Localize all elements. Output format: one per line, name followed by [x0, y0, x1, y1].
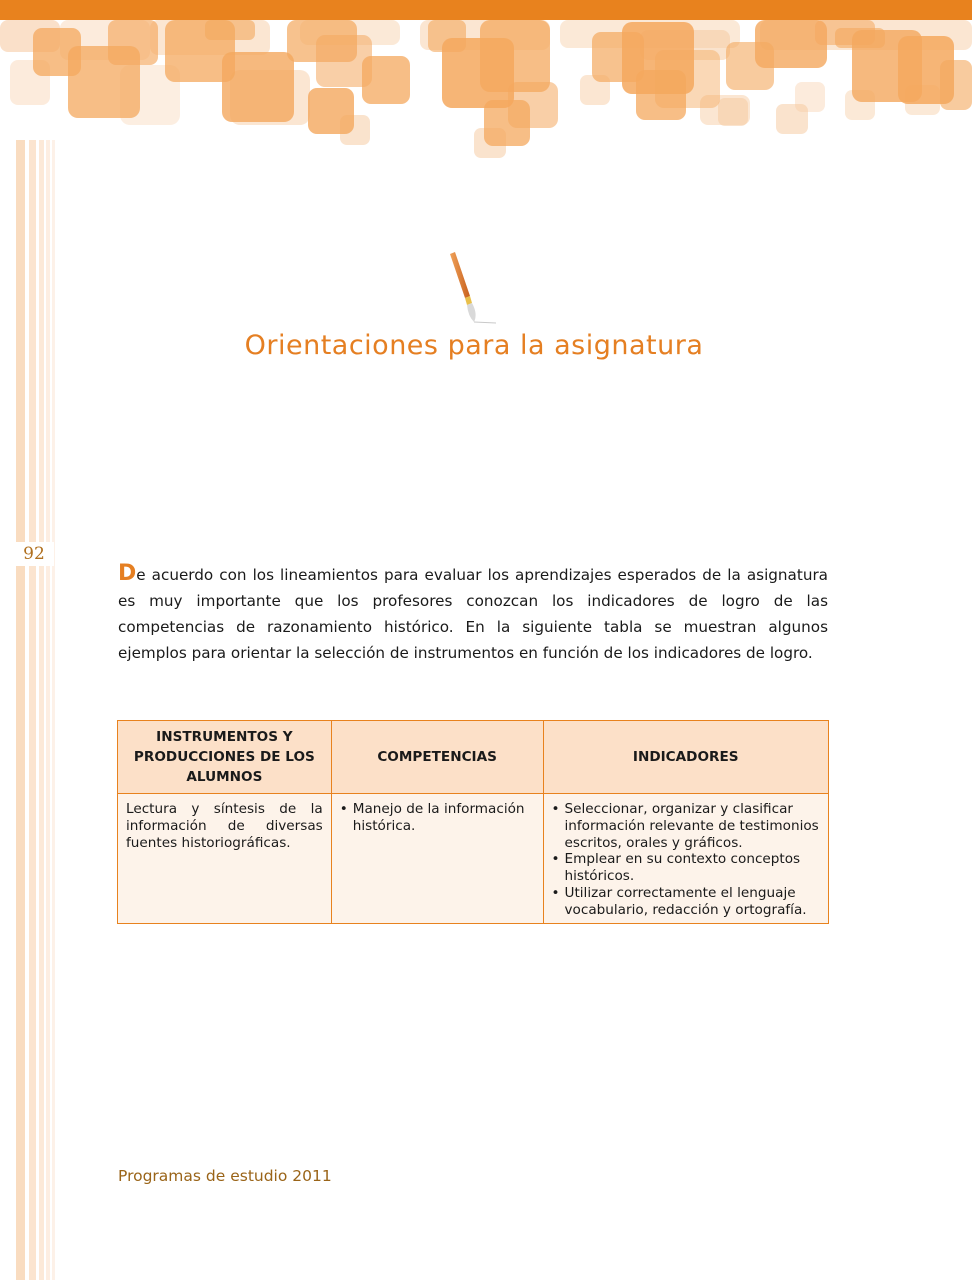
table-header-row — [118, 721, 829, 794]
list-item: • Manejo de la información histórica. — [353, 801, 535, 835]
page-title: Orientaciones para la asignatura — [244, 330, 704, 361]
header-indicadores: INDICADORES — [543, 721, 829, 794]
header-instrumentos: INSTRUMENTOS Y PRODUCCIONES DE LOS ALUMNOS — [118, 721, 332, 794]
competencias-list — [340, 801, 535, 835]
table-row — [118, 794, 829, 924]
list-item: • Seleccionar, organizar y clasificar información relevante de testimonios escritos, orales y gráficos. — [565, 801, 821, 851]
header-decoration-squares — [0, 20, 972, 170]
header-competencias: COMPETENCIAS — [331, 721, 543, 794]
evaluation-table — [117, 720, 829, 924]
side-stripes-decoration — [0, 20, 60, 1280]
list-item: • Emplear en su contexto conceptos históricos. — [565, 851, 821, 885]
cell-indicadores — [543, 794, 829, 924]
cell-competencias — [331, 794, 543, 924]
paintbrush-icon — [440, 252, 504, 332]
indicadores-list — [552, 801, 821, 919]
drop-cap: D — [118, 561, 137, 586]
cell-instrumentos: Lectura y síntesis de la información de diversas fuentes historiográficas. — [118, 794, 332, 924]
list-item: • Utilizar correctamente el lenguaje vocabulario, redacción y ortografía. — [565, 885, 821, 919]
intro-paragraph — [118, 562, 828, 666]
page-number: 92 — [14, 542, 54, 566]
footer-text: Programas de estudio 2011 — [118, 1167, 332, 1185]
top-accent-bar — [0, 0, 972, 20]
intro-text: e acuerdo con los lineamientos para evaluar los aprendizajes esperados de la asignatura es muy importante que los profesores conozcan los indicadores de logro de las competencias de razonamiento histórico. En la siguiente tabla se muestran algunos ejemplos para orientar la selección de instrumentos en función de los indicadores de logro. — [118, 566, 828, 662]
